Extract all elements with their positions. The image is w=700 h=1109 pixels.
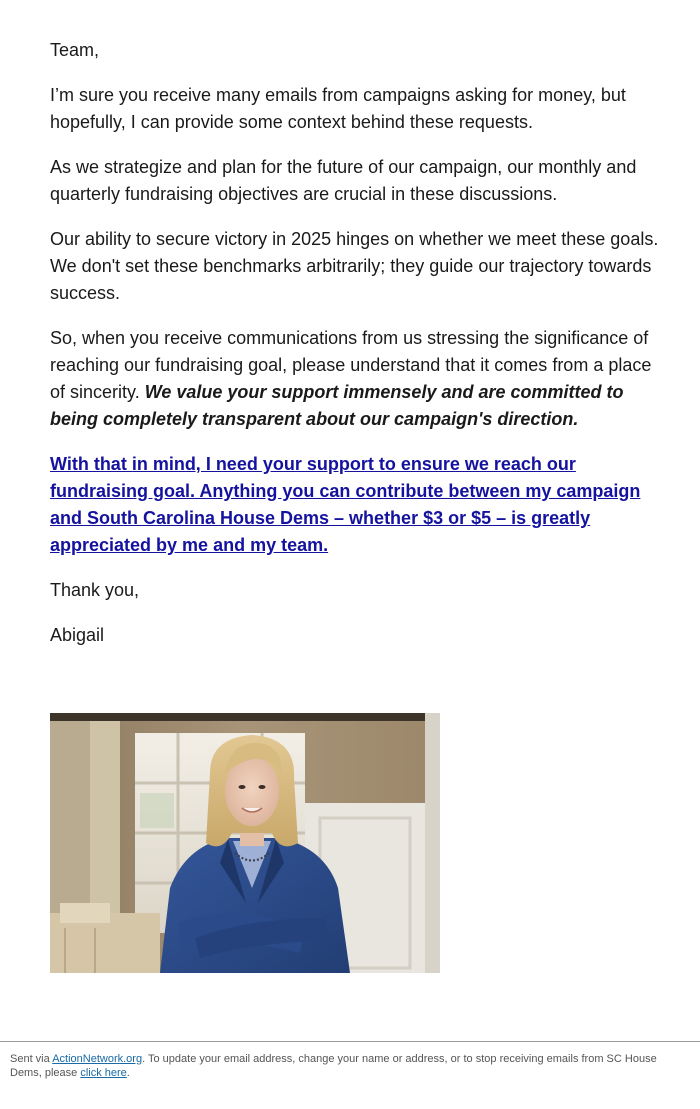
donate-link[interactable]: With that in mind, I need your support to ensure we reach our fundraising goal. Anything you can contribute between my campaign and South Carolina House Dems – whether $3 or $5 – is greatly appreciated by me and my team. — [50, 454, 641, 555]
paragraph-goals: Our ability to secure victory in 2025 hinges on whether we meet these goals. We don't set these benchmarks arbitrarily; they guide our trajectory towards success. — [50, 229, 659, 303]
footer — [10, 1052, 680, 1080]
actionnetwork-link[interactable]: ActionNetwork.org — [52, 1053, 143, 1065]
greeting: Team, — [50, 40, 100, 60]
unsubscribe-link[interactable]: click here — [80, 1067, 127, 1079]
footer-divider — [0, 1041, 700, 1042]
footer-suffix: . — [126, 1067, 130, 1079]
candidate-portrait — [50, 713, 440, 973]
closing: Thank you, — [50, 580, 140, 600]
footer-prefix: Sent via — [10, 1053, 53, 1065]
email-body — [50, 37, 660, 667]
footer-middle: . To update your email address, change your name or address, or to stop receiving emails from SC House Dems, please — [10, 1053, 657, 1079]
paragraph-context: I’m sure you receive many emails from campaigns asking for money, but hopefully, I can provide some context behind these requests. — [50, 85, 626, 132]
signature: Abigail — [50, 625, 105, 645]
paragraph-strategy: As we strategize and plan for the future of our campaign, our monthly and quarterly fundraising objectives are crucial in these discussions. — [50, 157, 637, 204]
sincerity-text: So, when you receive communications from us stressing the significance of reaching our fundraising goal, please understand that it comes from a place of sincerity. — [50, 328, 652, 402]
sincerity-emphasis: We value your support immensely and are committed to being completely transparent about our campaign's direction. — [50, 382, 624, 429]
paragraph-ask — [50, 451, 660, 559]
paragraph-sincerity — [50, 325, 660, 433]
